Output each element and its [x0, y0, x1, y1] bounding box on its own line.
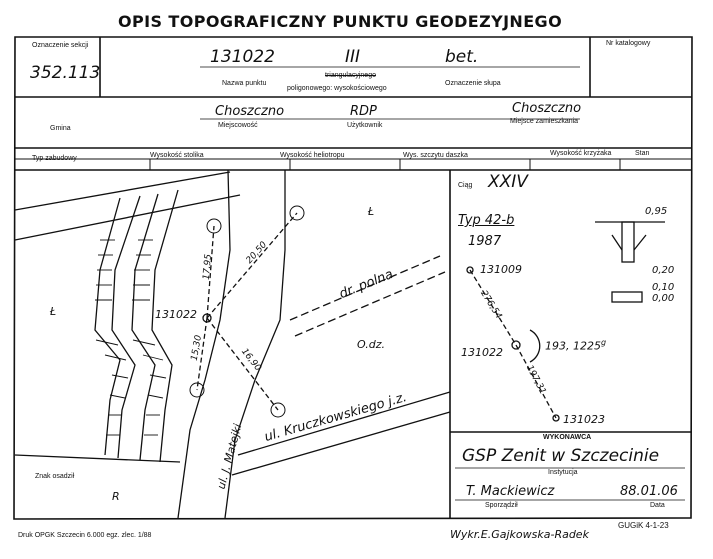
traverse-value: XXIV [488, 172, 528, 192]
distance-3: 15,30 [189, 334, 205, 362]
user-value: RDP [350, 104, 377, 119]
dim-2: 0,20 [652, 265, 675, 276]
dist-b: 197,31 [523, 363, 548, 397]
institution-label: Instytucja [548, 469, 578, 476]
type-value: Typ 42-b [458, 213, 515, 228]
road-matejki: ul. J. Matejki [214, 422, 245, 491]
pole-label: Oznaczenie słupa [445, 80, 501, 87]
traverse-label: Ciąg [458, 182, 473, 189]
map-label-r: R [112, 490, 120, 503]
point-1: 131009 [480, 263, 522, 276]
year-value: 1987 [468, 234, 502, 249]
form-title: OPIS TOPOGRAFICZNY PUNKTU GEODEZYJNEGO [118, 12, 563, 31]
form-code: GUGiK 4-1-23 [618, 521, 669, 530]
row-label-4: Wysokość krzyżaka [550, 150, 612, 157]
date-label: Data [650, 502, 665, 509]
map-label-l1: Ł [368, 205, 375, 218]
dim-1: 0,95 [645, 206, 668, 217]
distance-4: 16,90 [239, 346, 263, 374]
print-note: Druk OPGK Szczecin 6.000 egz. zlec. 1/88 [18, 532, 152, 539]
installer-label: Znak osadził [35, 473, 75, 480]
drafter: Wykr.E.Gajkowska-Radek [450, 528, 589, 541]
contractor-label: WYKONAWCA [543, 434, 592, 441]
point-3: 131023 [563, 413, 605, 426]
author-value: T. Mackiewicz [466, 484, 555, 499]
row-label-1: Wysokość stolika [150, 152, 204, 159]
triang-label: triangulacyjnego [325, 72, 376, 79]
locality-label: Miejscowość [218, 122, 258, 129]
point-name-value: 131022 [210, 47, 275, 67]
date-value: 88.01.06 [620, 484, 678, 499]
row-label-0: Typ zabudowy [32, 155, 77, 162]
dist-a: 276,54 [478, 288, 504, 322]
row-label-2: Wysokość heliotropu [280, 152, 345, 159]
residence-label: Miejsce zamieszkania [510, 118, 579, 125]
dim-3: 0,10 [652, 282, 675, 293]
stabilization-value: bet. [445, 47, 479, 67]
distance-2: 20,50 [244, 240, 270, 266]
angle-value: 193, 1225$^g$ [545, 338, 607, 353]
point-name-label: Nazwa punktu [222, 80, 267, 87]
row-label-3: Wys. szczytu daszka [403, 152, 468, 159]
contractor-value: GSP Zenit w Szczecinie [462, 446, 660, 466]
poligon-label: poligonowego: wysokościowego [287, 85, 387, 92]
map-point-label: 131022 [155, 308, 197, 321]
author-label: Sporządził [485, 502, 518, 509]
point-2: 131022 [461, 346, 503, 359]
row-label-5: Stan [635, 150, 650, 157]
locality-value: Choszczno [215, 104, 285, 119]
residence-value: Choszczno [512, 101, 582, 116]
dim-4: 0,00 [652, 293, 675, 304]
section-value: 352.113 [30, 63, 101, 83]
map-label-l2: Ł [50, 305, 57, 318]
gmina-label: Gmina [50, 125, 71, 132]
user-label: Użytkownik [347, 122, 383, 129]
road-kruczkowskiego: ul. Kruczkowskiego j.z. [262, 389, 409, 446]
class-value: III [345, 47, 361, 67]
catalog-label: Nr katalogowy [606, 40, 651, 47]
road-field: dr. polna [337, 266, 396, 303]
distance-1: 17,95 [201, 253, 214, 281]
section-label: Oznaczenie sekcji [32, 42, 89, 49]
map-label-odz: O.dz. [357, 338, 385, 351]
